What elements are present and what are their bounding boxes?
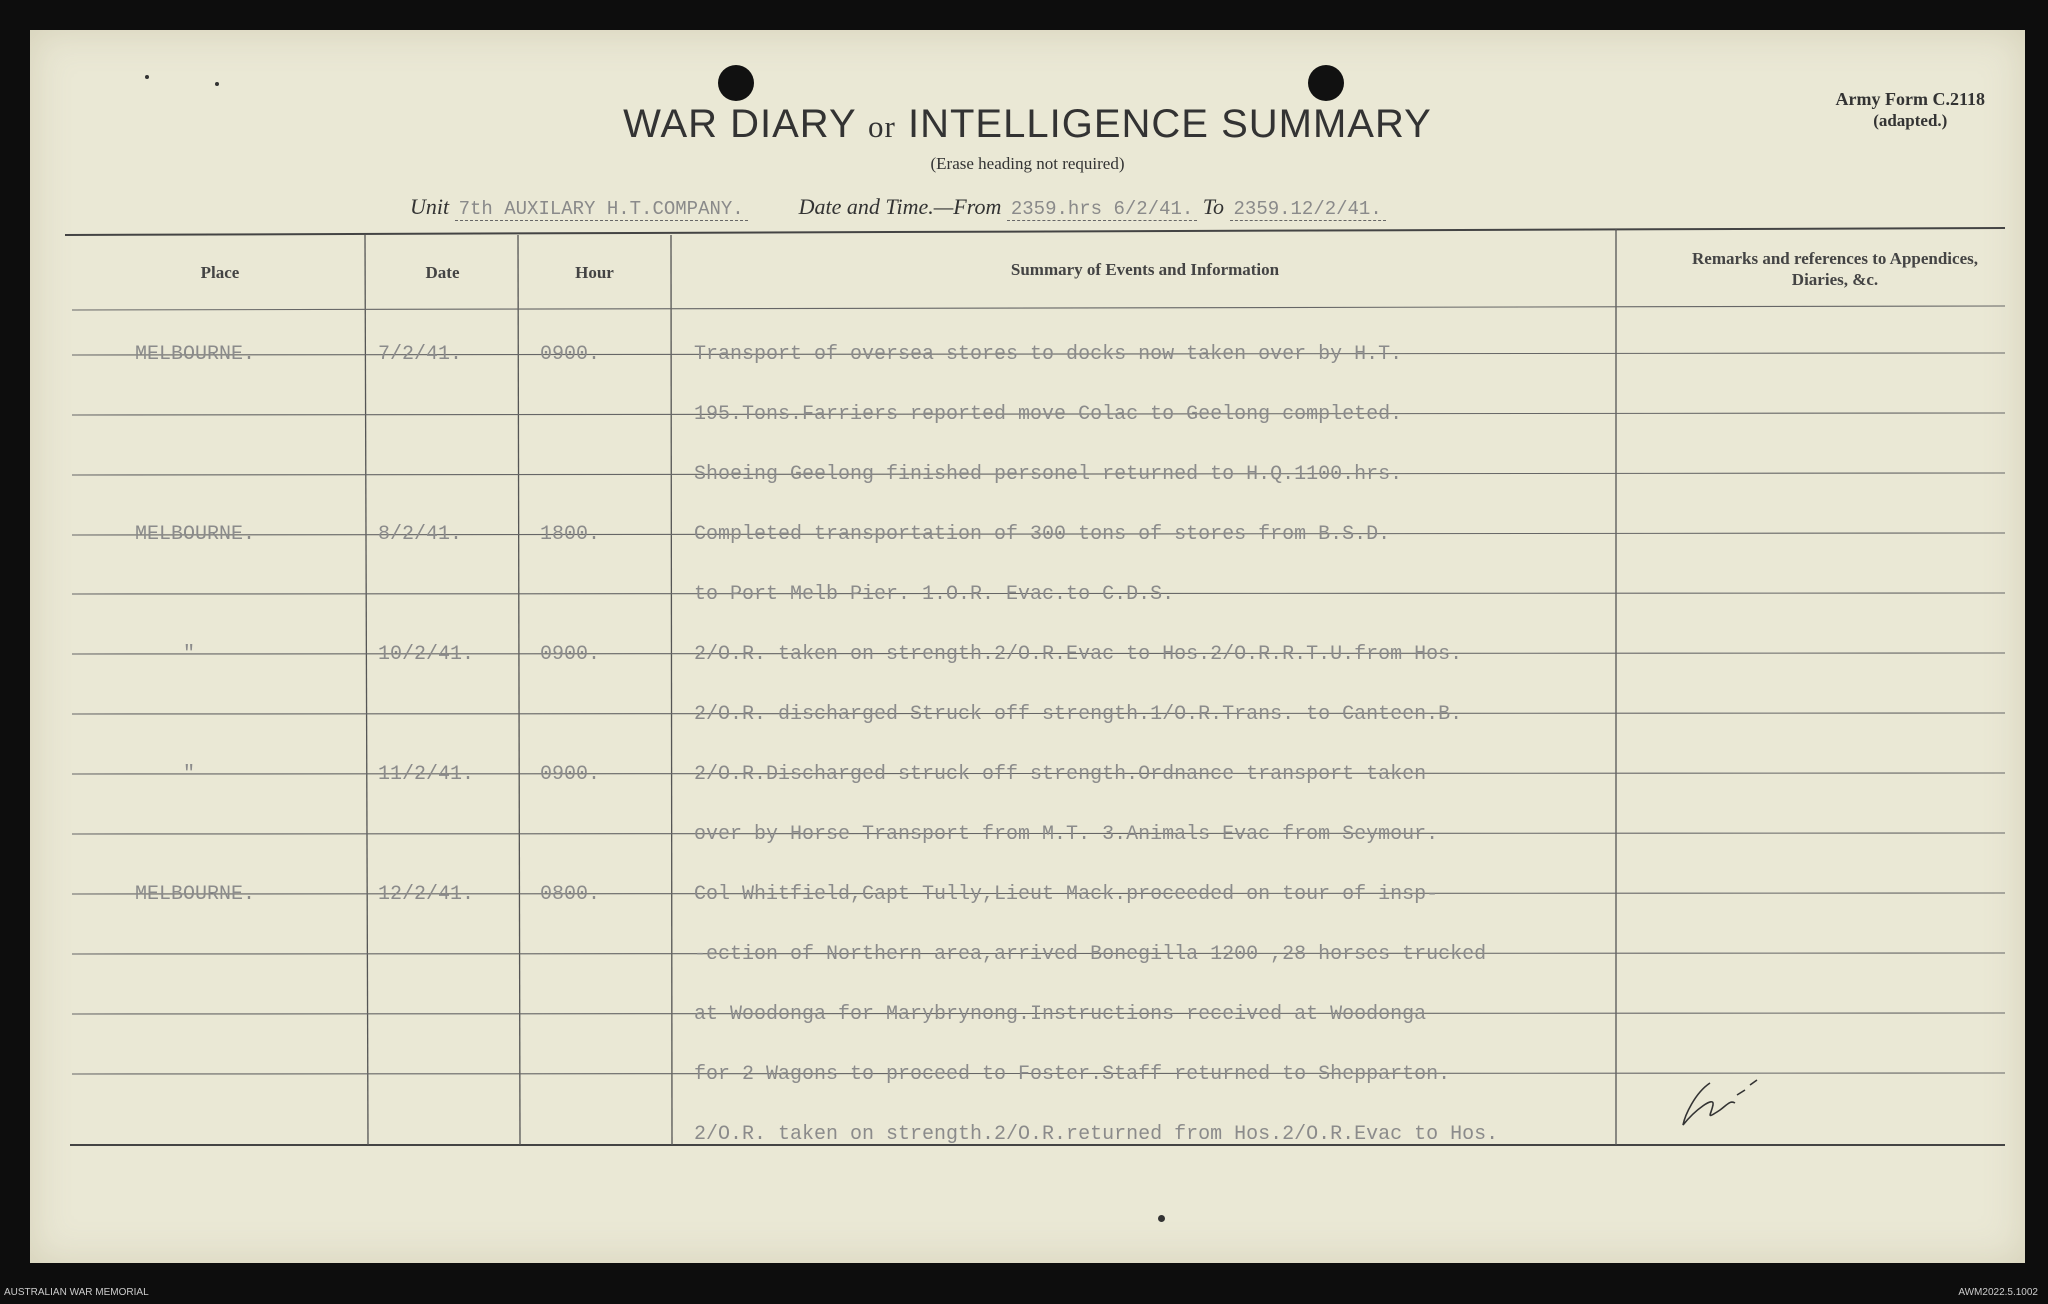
entry-summary: at Woodonga for Marybrynong.Instructions received at Woodonga (694, 1003, 1427, 1026)
column-header-remarks: Remarks and references to Appendices, Diaries, &c. (1692, 249, 1978, 289)
entry-place: " (183, 643, 196, 666)
column-header-summary: Summary of Events and Information (1010, 260, 1280, 279)
entry-summary: -ection of Northern area,arrived Bonegilla 1200 ,28 horses trucked (694, 943, 1487, 966)
entry-date: 8/2/41. (378, 523, 463, 546)
entry-place: MELBOURNE. (135, 343, 256, 366)
title-or: or (868, 109, 896, 144)
entry-summary: Transport of oversea stores to docks now taken over by H.T. (694, 343, 1403, 366)
entry-summary: Shoeing Geelong finished personel returned to H.Q.1100.hrs. (694, 463, 1403, 486)
entry-summary: to Port Melb Pier. 1.O.R. Evac.to C.D.S. (694, 583, 1175, 606)
entry-hour: 0900. (540, 343, 601, 366)
entry-summary: 2/O.R. discharged Struck off strength.1/O.R.Trans. to Canteen.B. (694, 703, 1463, 726)
entry-summary: Completed transportation of 300 tons of stores from B.S.D. (694, 523, 1391, 546)
entry-place: " (183, 763, 196, 786)
unit-label: Unit (410, 194, 450, 219)
entry-summary: Col Whitfield,Capt Tully,Lieut Mack.proceeded on tour of insp- (694, 883, 1439, 906)
unit-value: 7th AUXILARY H.T.COMPANY. (455, 198, 748, 221)
to-value: 2359.12/2/41. (1230, 198, 1386, 221)
entry-date: 12/2/41. (378, 883, 475, 906)
entry-summary: 2/O.R. taken on strength.2/O.R.returned from Hos.2/O.R.Evac to Hos. (694, 1123, 1499, 1146)
title-rest: INTELLIGENCE SUMMARY (908, 102, 1432, 146)
date-label: Date and Time.—From (798, 194, 1002, 219)
entry-date: 7/2/41. (378, 343, 463, 366)
footer-archive-name: AUSTRALIAN WAR MEMORIAL (4, 1287, 149, 1298)
initials-signature (1675, 1075, 1765, 1135)
document-page (30, 30, 2025, 1263)
entry-summary: for 2 Wagons to proceed to Foster.Staff returned to Shepparton. (694, 1063, 1451, 1086)
entry-place: MELBOURNE. (135, 883, 256, 906)
title-main: WAR DIARY (623, 102, 856, 146)
footer-reference: AWM2022.5.1002 (1958, 1287, 2038, 1298)
entry-summary: 2/O.R.Discharged struck off strength.Ordnance transport taken (694, 763, 1427, 786)
entry-hour: 0800. (540, 883, 601, 906)
from-value: 2359.hrs 6/2/41. (1007, 198, 1197, 221)
entry-summary: 2/O.R. taken on strength.2/O.R.Evac to Hos.2/O.R.R.T.U.from Hos. (694, 643, 1463, 666)
entry-hour: 0900. (540, 763, 601, 786)
entry-place: MELBOURNE. (135, 523, 256, 546)
form-number: Army Form C.2118 (1835, 89, 1985, 109)
to-label: To (1202, 194, 1225, 219)
entry-summary: over by Horse Transport from M.T. 3.Animals Evac from Seymour. (694, 823, 1439, 846)
column-header-hour: Hour (575, 263, 614, 282)
entry-date: 11/2/41. (378, 763, 475, 786)
column-header-date: Date (425, 263, 460, 282)
column-header-place: Place (200, 263, 240, 282)
entry-hour: 1800. (540, 523, 601, 546)
entry-summary: 195.Tons.Farriers reported move Colac to Geelong completed. (694, 403, 1403, 426)
entry-hour: 0900. (540, 643, 601, 666)
entry-date: 10/2/41. (378, 643, 475, 666)
form-note: (adapted.) (1873, 111, 1948, 130)
document-subtitle: (Erase heading not required) (930, 154, 1125, 173)
